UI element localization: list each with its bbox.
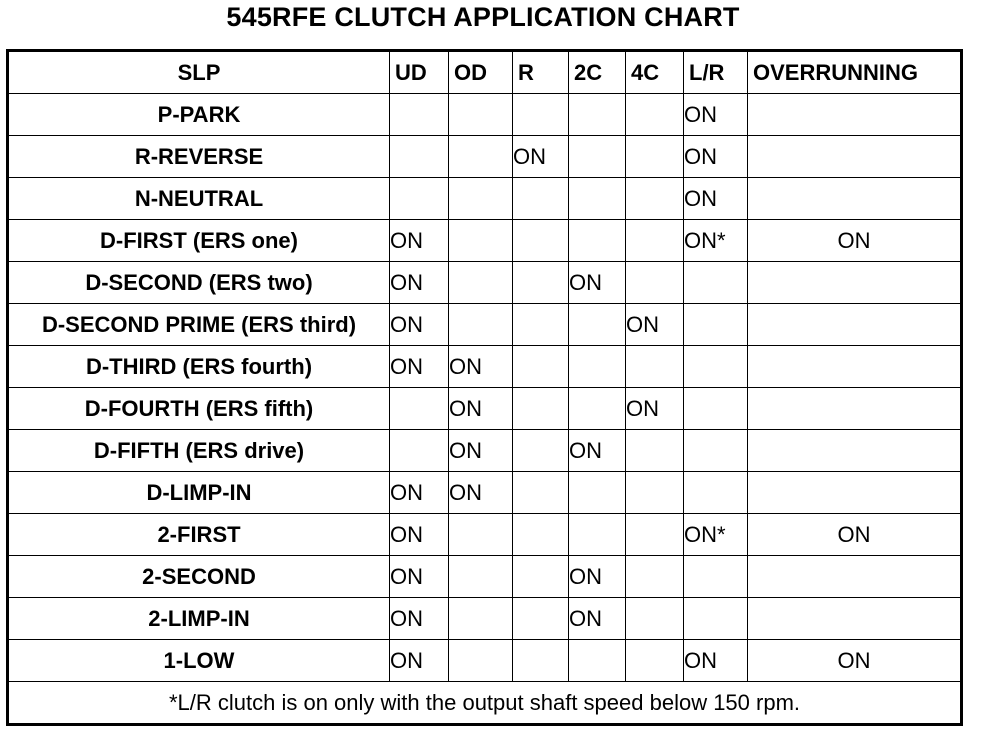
- cell-4c: [626, 94, 684, 136]
- cell-ud: ON: [390, 556, 449, 598]
- table-row: [8, 430, 962, 472]
- cell-4c: [626, 136, 684, 178]
- table-row: [8, 304, 962, 346]
- cell-ud: ON: [390, 598, 449, 640]
- cell-lr: [684, 472, 748, 514]
- cell-od: [449, 94, 513, 136]
- cell-r: [513, 640, 569, 682]
- cell-lr: [684, 556, 748, 598]
- header-slp: SLP: [8, 51, 390, 94]
- cell-gear: 1-LOW: [8, 640, 390, 682]
- cell-od: [449, 220, 513, 262]
- footnote: *L/R clutch is on only with the output shaft speed below 150 rpm.: [8, 682, 962, 725]
- cell-r: [513, 346, 569, 388]
- cell-r: [513, 598, 569, 640]
- table-row: [8, 220, 962, 262]
- cell-gear: D-SECOND (ERS two): [8, 262, 390, 304]
- cell-gear: R-REVERSE: [8, 136, 390, 178]
- cell-od: ON: [449, 388, 513, 430]
- cell-lr: [684, 430, 748, 472]
- cell-4c: ON: [626, 388, 684, 430]
- cell-r: [513, 262, 569, 304]
- cell-overrunning: [748, 262, 962, 304]
- cell-2c: ON: [569, 556, 626, 598]
- cell-ud: [390, 94, 449, 136]
- cell-r: [513, 388, 569, 430]
- cell-ud: ON: [390, 220, 449, 262]
- cell-ud: ON: [390, 640, 449, 682]
- cell-lr: [684, 346, 748, 388]
- cell-od: [449, 598, 513, 640]
- cell-od: ON: [449, 472, 513, 514]
- cell-gear: D-FIFTH (ERS drive): [8, 430, 390, 472]
- cell-lr: ON*: [684, 514, 748, 556]
- cell-gear: D-FOURTH (ERS fifth): [8, 388, 390, 430]
- table-row: [8, 178, 962, 220]
- cell-2c: [569, 514, 626, 556]
- table-row: [8, 556, 962, 598]
- cell-2c: [569, 346, 626, 388]
- cell-od: [449, 304, 513, 346]
- cell-ud: ON: [390, 514, 449, 556]
- cell-4c: [626, 346, 684, 388]
- cell-ud: [390, 388, 449, 430]
- cell-2c: [569, 94, 626, 136]
- cell-overrunning: [748, 94, 962, 136]
- cell-4c: [626, 472, 684, 514]
- cell-gear: 2-LIMP-IN: [8, 598, 390, 640]
- cell-od: ON: [449, 430, 513, 472]
- cell-r: [513, 556, 569, 598]
- cell-lr: [684, 598, 748, 640]
- cell-2c: [569, 136, 626, 178]
- cell-od: [449, 556, 513, 598]
- table-row: [8, 514, 962, 556]
- cell-r: [513, 514, 569, 556]
- cell-overrunning: [748, 136, 962, 178]
- table-row: [8, 136, 962, 178]
- cell-2c: [569, 388, 626, 430]
- cell-gear: D-FIRST (ERS one): [8, 220, 390, 262]
- cell-ud: [390, 178, 449, 220]
- cell-ud: [390, 430, 449, 472]
- footnote-row: [8, 682, 962, 725]
- table-row: [8, 640, 962, 682]
- header-overrunning: OVERRUNNING: [748, 51, 962, 94]
- cell-gear: D-SECOND PRIME (ERS third): [8, 304, 390, 346]
- cell-ud: ON: [390, 304, 449, 346]
- cell-2c: [569, 178, 626, 220]
- cell-4c: [626, 220, 684, 262]
- cell-overrunning: ON: [748, 640, 962, 682]
- cell-overrunning: ON: [748, 220, 962, 262]
- header-lr: L/R: [684, 51, 748, 94]
- cell-2c: ON: [569, 262, 626, 304]
- cell-2c: [569, 304, 626, 346]
- cell-overrunning: [748, 556, 962, 598]
- cell-lr: ON: [684, 94, 748, 136]
- cell-overrunning: [748, 346, 962, 388]
- cell-lr: [684, 262, 748, 304]
- cell-lr: ON: [684, 178, 748, 220]
- table-row: [8, 388, 962, 430]
- chart-title: 545RFE CLUTCH APPLICATION CHART: [226, 2, 740, 32]
- table-row: [8, 262, 962, 304]
- cell-overrunning: [748, 598, 962, 640]
- cell-gear: D-LIMP-IN: [8, 472, 390, 514]
- cell-lr: [684, 304, 748, 346]
- cell-ud: [390, 136, 449, 178]
- cell-2c: [569, 472, 626, 514]
- cell-4c: [626, 640, 684, 682]
- cell-4c: [626, 514, 684, 556]
- clutch-application-table: [6, 49, 963, 726]
- cell-gear: 2-FIRST: [8, 514, 390, 556]
- cell-od: [449, 640, 513, 682]
- cell-2c: ON: [569, 430, 626, 472]
- cell-lr: ON: [684, 136, 748, 178]
- cell-od: ON: [449, 346, 513, 388]
- cell-od: [449, 178, 513, 220]
- cell-od: [449, 136, 513, 178]
- cell-od: [449, 514, 513, 556]
- table-row: [8, 472, 962, 514]
- table-row: [8, 346, 962, 388]
- cell-overrunning: ON: [748, 514, 962, 556]
- cell-2c: [569, 640, 626, 682]
- table-body: [8, 94, 962, 682]
- cell-ud: ON: [390, 346, 449, 388]
- header-r: R: [513, 51, 569, 94]
- cell-gear: P-PARK: [8, 94, 390, 136]
- cell-r: [513, 430, 569, 472]
- header-ud: UD: [390, 51, 449, 94]
- cell-overrunning: [748, 178, 962, 220]
- cell-4c: [626, 178, 684, 220]
- cell-r: [513, 304, 569, 346]
- cell-r: [513, 472, 569, 514]
- cell-overrunning: [748, 304, 962, 346]
- cell-lr: ON: [684, 640, 748, 682]
- cell-lr: ON*: [684, 220, 748, 262]
- cell-overrunning: [748, 430, 962, 472]
- cell-gear: 2-SECOND: [8, 556, 390, 598]
- header-4c: 4C: [626, 51, 684, 94]
- header-od: OD: [449, 51, 513, 94]
- cell-ud: ON: [390, 262, 449, 304]
- header-2c: 2C: [569, 51, 626, 94]
- cell-overrunning: [748, 388, 962, 430]
- cell-r: [513, 94, 569, 136]
- cell-overrunning: [748, 472, 962, 514]
- table-row: [8, 598, 962, 640]
- table-row: [8, 94, 962, 136]
- cell-4c: ON: [626, 304, 684, 346]
- cell-r: [513, 220, 569, 262]
- cell-4c: [626, 430, 684, 472]
- cell-ud: ON: [390, 472, 449, 514]
- cell-2c: ON: [569, 598, 626, 640]
- cell-r: [513, 178, 569, 220]
- cell-od: [449, 262, 513, 304]
- cell-gear: N-NEUTRAL: [8, 178, 390, 220]
- cell-lr: [684, 388, 748, 430]
- cell-4c: [626, 598, 684, 640]
- cell-gear: D-THIRD (ERS fourth): [8, 346, 390, 388]
- header-row: [8, 51, 962, 94]
- cell-4c: [626, 556, 684, 598]
- cell-4c: [626, 262, 684, 304]
- cell-2c: [569, 220, 626, 262]
- cell-r: ON: [513, 136, 569, 178]
